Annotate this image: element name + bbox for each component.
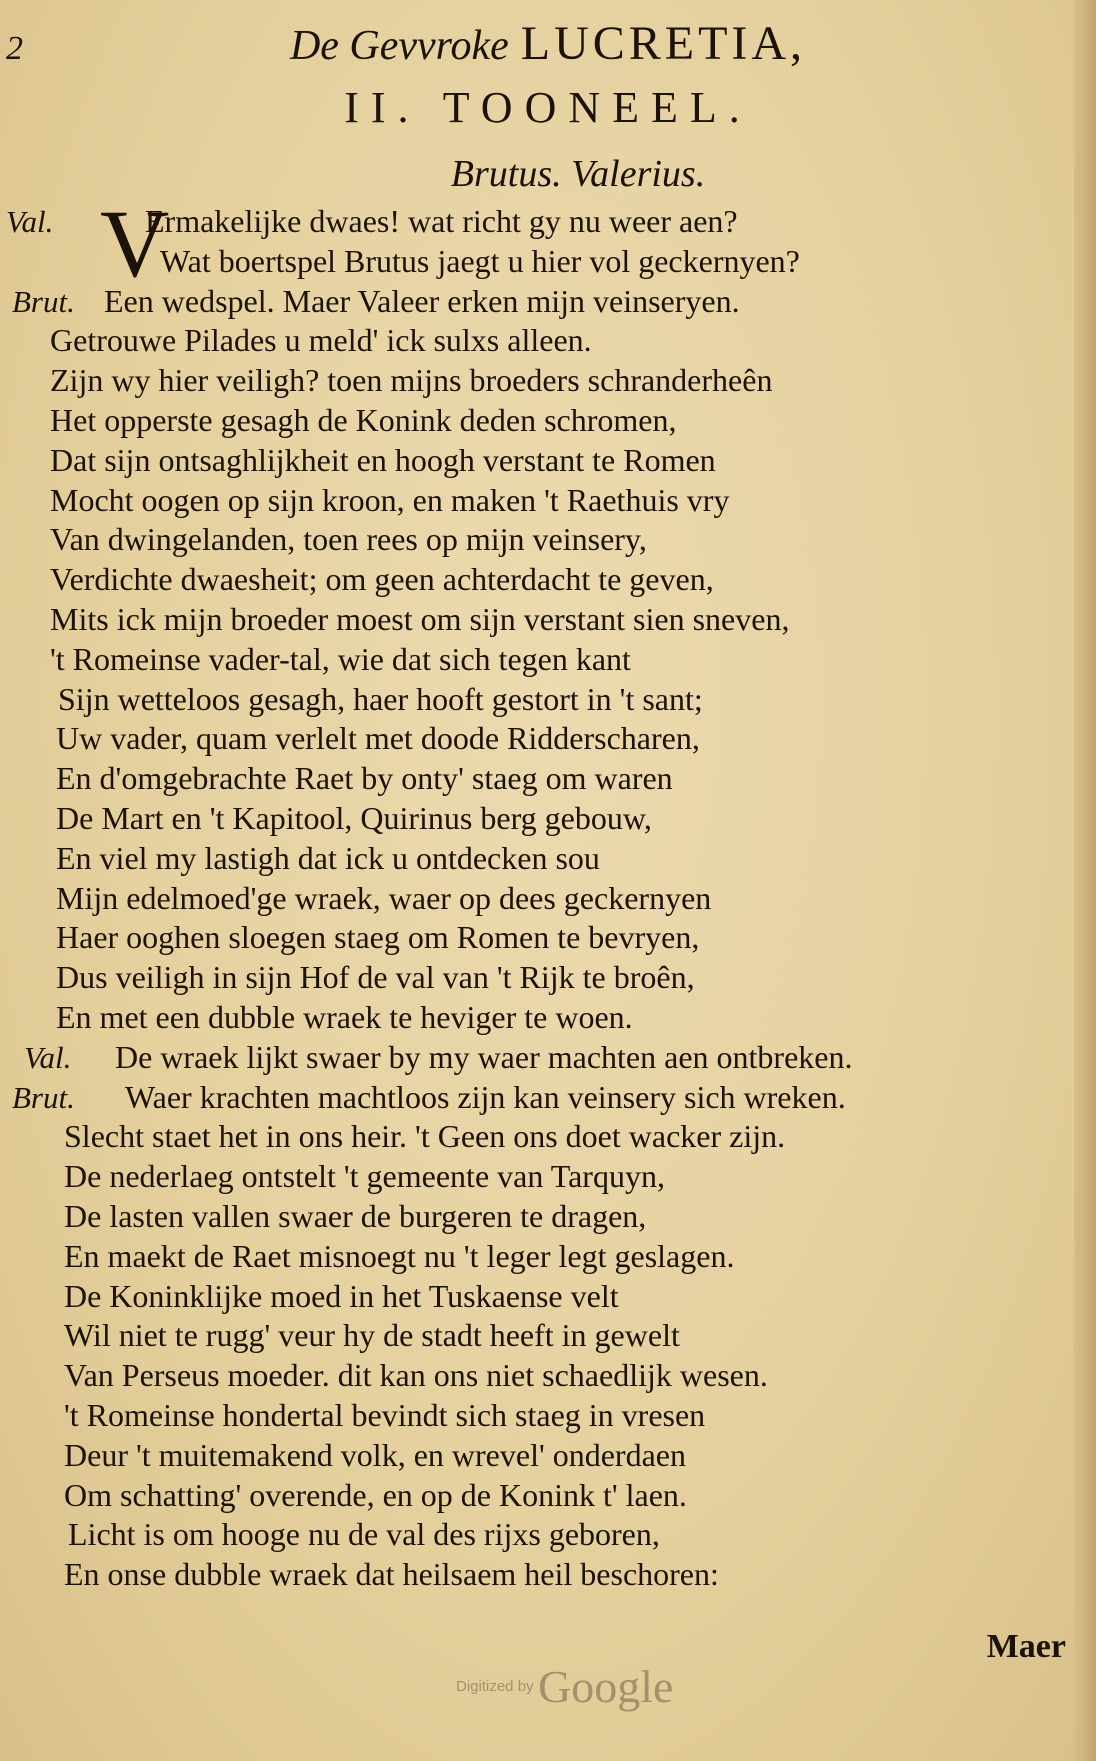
verse-text: En viel my lastigh dat ick u ontdecken sou	[56, 839, 600, 876]
verse-text: Haer ooghen sloegen staeg om Romen te bevryen,	[56, 919, 700, 956]
verse-line	[0, 879, 1070, 919]
verse-text: Van dwingelanden, toen rees op mijn veinsery,	[50, 521, 647, 558]
running-header	[0, 14, 1096, 76]
verse-line	[0, 799, 1070, 839]
verse-line	[0, 1515, 1070, 1555]
verse-line	[0, 839, 1070, 879]
verse-line	[0, 1396, 1070, 1436]
verse-line	[0, 1237, 1070, 1277]
verse-line	[0, 242, 1070, 282]
verse-block	[0, 190, 1070, 1595]
verse-text: Slecht staet het in ons heir. 't Geen ons doet wacker zijn.	[64, 1118, 786, 1155]
scene-heading: II. TOONEEL.	[344, 83, 752, 132]
verse-line	[0, 1316, 1070, 1356]
verse-text: Dat sijn ontsaghlijkheit en hoogh verstant te Romen	[50, 441, 716, 478]
verse-line	[0, 1476, 1070, 1516]
verse-text: Mocht oogen op sijn kroon, en maken 't Raethuis vry	[50, 481, 730, 518]
verse-line	[0, 640, 1070, 680]
verse-line	[0, 1436, 1070, 1476]
verse-line	[0, 1157, 1070, 1197]
verse-line	[0, 361, 1070, 401]
verse-text: Wat boertspel Brutus jaegt u hier vol geckernyen?	[160, 242, 800, 279]
google-logo: Google	[538, 1661, 674, 1712]
speaker-label: Brut.	[12, 1079, 75, 1115]
verse-text: Mits ick mijn broeder moest om sijn verstant sien sneven,	[50, 600, 790, 637]
verse-line	[0, 481, 1070, 521]
verse-text: 't Romeinse vader-tal, wie dat sich tegen kant	[50, 640, 631, 677]
verse-text: 't Romeinse hondertal bevindt sich staeg in vresen	[64, 1396, 706, 1433]
verse-text: De Koninklijke moed in het Tuskaense velt	[64, 1277, 619, 1314]
speaker-label: Val.	[6, 204, 54, 239]
verse-line	[0, 958, 1070, 998]
verse-line	[0, 1078, 1070, 1118]
page-edge	[1074, 0, 1096, 1761]
watermark-prefix: Digitized by	[456, 1678, 534, 1695]
catchword: Maer	[986, 1628, 1066, 1665]
verse-line	[0, 202, 1070, 242]
verse-line	[0, 1038, 1070, 1078]
verse-line	[0, 759, 1070, 799]
verse-text: Van Perseus moeder. dit kan ons niet schaedlijk wesen.	[64, 1357, 768, 1394]
verse-line	[0, 560, 1070, 600]
speaker-label: Brut.	[12, 283, 75, 319]
dramatis-personae: Brutus. Valerius.	[450, 153, 706, 195]
header-title: LUCRETIA,	[520, 17, 807, 70]
verse-line	[0, 520, 1070, 560]
verse-line	[0, 441, 1070, 481]
verse-text: Waer krachten machtloos zijn kan veinsery sich wreken.	[125, 1078, 846, 1115]
verse-text: De nederlaeg ontstelt 't gemeente van Tarquyn,	[64, 1158, 665, 1195]
verse-text: Een wedspel. Maer Valeer erken mijn veinseryen.	[104, 282, 740, 319]
verse-text: Getrouwe Pilades u meld' ick sulxs alleen.	[50, 322, 592, 359]
drop-cap: V	[100, 190, 170, 297]
verse-text: Wil niet te rugg' veur hy de stadt heeft in gewelt	[64, 1317, 680, 1354]
verse-text: De lasten vallen swaer de burgeren te dragen,	[64, 1197, 647, 1234]
verse-line	[0, 1197, 1070, 1237]
verse-text: Ermakelijke dwaes! wat richt gy nu weer aen?	[145, 203, 738, 239]
verse-line	[0, 680, 1070, 720]
verse-line	[0, 401, 1070, 441]
verse-text: Om schatting' overende, en op de Konink t' laen.	[64, 1476, 687, 1513]
verse-text: Uw vader, quam verlelt met doode Ridderscharen,	[56, 720, 700, 757]
verse-line	[0, 1356, 1070, 1396]
header-prefix: De Gevvroke	[289, 23, 509, 69]
verse-text: Licht is om hooge nu de val des rijxs geboren,	[68, 1516, 660, 1553]
verse-line	[0, 282, 1070, 322]
verse-line	[0, 998, 1070, 1038]
verse-line	[0, 600, 1070, 640]
verse-line	[0, 918, 1070, 958]
verse-text: Zijn wy hier veiligh? toen mijns broeders schranderheên	[50, 362, 773, 399]
verse-text: Sijn wetteloos gesagh, haer hooft gestort in 't sant;	[58, 680, 703, 717]
digitized-watermark	[456, 1660, 673, 1713]
verse-text: En met een dubble wraek te heviger te woen.	[56, 998, 633, 1035]
verse-line	[0, 1117, 1070, 1157]
page-number: 2	[6, 30, 23, 67]
speaker-label: Val.	[24, 1039, 72, 1075]
verse-text: De wraek lijkt swaer by my waer machten aen ontbreken.	[115, 1038, 853, 1075]
verse-line	[0, 1277, 1070, 1317]
verse-text: En onse dubble wraek dat heilsaem heil beschoren:	[64, 1556, 719, 1593]
verse-text: Mijn edelmoed'ge wraek, waer op dees geckernyen	[56, 879, 712, 916]
verse-line	[0, 321, 1070, 361]
verse-text: En d'omgebrachte Raet by onty' staeg om waren	[56, 760, 673, 797]
verse-text: Het opperste gesagh de Konink deden schromen,	[50, 401, 677, 438]
verse-line	[0, 1555, 1070, 1595]
verse-text: En maekt de Raet misnoegt nu 't leger legt geslagen.	[64, 1237, 735, 1274]
verse-text: De Mart en 't Kapitool, Quirinus berg gebouw,	[56, 799, 652, 836]
verse-text: Deur 't muitemakend volk, en wrevel' onderdaen	[64, 1436, 686, 1473]
verse-text: Dus veiligh in sijn Hof de val van 't Rijk te broên,	[56, 959, 695, 996]
verse-text: Verdichte dwaesheit; om geen achterdacht te geven,	[50, 561, 714, 598]
verse-line	[0, 719, 1070, 759]
